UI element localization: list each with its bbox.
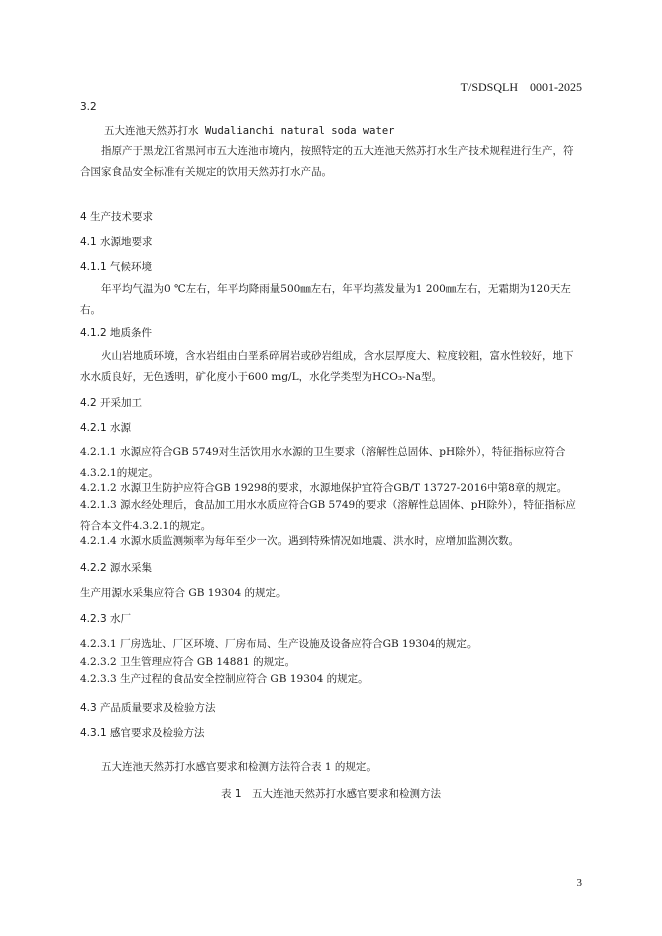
term-title: 五大连池天然苏打水 Wudalianchi natural soda water bbox=[104, 125, 395, 137]
section-heading: 4.2.3 水厂 bbox=[80, 613, 132, 625]
clause-number: 3.2 bbox=[80, 101, 97, 113]
paragraph: 4.2.1.1 水源应符合GB 5749对生活饮用水水源的卫生要求（溶解性总固体、pH除外），特征指标应符合4.3.2.1的规定。 bbox=[80, 446, 566, 479]
section-heading: 4.3.1 感官要求及检验方法 bbox=[80, 727, 205, 739]
table-caption: 表 1 五大连池天然苏打水感官要求和检测方法 bbox=[220, 788, 442, 800]
section-heading: 4.2 开采加工 bbox=[80, 397, 143, 409]
paragraph: 4.2.1.4 水源水质监测频率为每年至少一次。遇到特殊情况如地震、洪水时，应增加监测次数。 bbox=[80, 535, 520, 547]
section-heading: 4.3 产品质量要求及检验方法 bbox=[80, 702, 216, 714]
paragraph: 年平均气温为0 ℃左右，年平均降雨量500㎜左右，年平均蒸发量为1 200㎜左右，无霜期为120天左右。 bbox=[80, 283, 571, 316]
paragraph: 4.2.1.3 源水经处理后，食品加工用水水质应符合GB 5749的要求（溶解性总固体、pH除外），特征指标应符合本文件4.3.2.1的规定。 bbox=[80, 499, 576, 532]
paragraph: 4.2.1.2 水源卫生防护应符合GB 19298的要求，水源地保护宜符合GB/T 13727-2016中第8章的规定。 bbox=[80, 482, 568, 494]
paragraph: 4.2.3.1 厂房选址、厂区环境、厂房布局、生产设施及设备应符合GB 19304的规定。 bbox=[80, 638, 478, 650]
section-heading: 4.2.2 源水采集 bbox=[80, 562, 153, 574]
paragraph: 4.2.3.2 卫生管理应符合 GB 14881 的规定。 bbox=[80, 656, 296, 668]
paragraph: 4.2.3.3 生产过程的食品安全控制应符合 GB 19304 的规定。 bbox=[80, 673, 369, 685]
section-heading: 4.2.1 水源 bbox=[80, 422, 132, 434]
section-heading: 4 生产技术要求 bbox=[80, 211, 154, 223]
page-number: 3 bbox=[576, 877, 582, 889]
section-heading: 4.1 水源地要求 bbox=[80, 236, 153, 248]
paragraph: 生产用源水采集应符合 GB 19304 的规定。 bbox=[80, 587, 287, 599]
section-heading: 4.1.2 地质条件 bbox=[80, 327, 153, 339]
paragraph: 火山岩地质环境，含水岩组由白垩系碎屑岩或砂岩组成，含水层厚度大、粒度较粗，富水性较好，地下水水质良好，无色透明，矿化度小于600 mg/L，水化学类型为HCO₃-Na型。 bbox=[80, 350, 574, 383]
paragraph: 五大连池天然苏打水感官要求和检测方法符合表 1 的规定。 bbox=[101, 761, 377, 773]
document-code: T/SDSQLH 0001-2025 bbox=[460, 80, 582, 94]
section-heading: 4.1.1 气候环境 bbox=[80, 261, 153, 273]
term-definition: 指原产于黑龙江省黑河市五大连池市境内，按照特定的五大连池天然苏打水生产技术规程进行生产，符合国家食品安全标准有关规定的饮用天然苏打水产品。 bbox=[80, 145, 574, 178]
